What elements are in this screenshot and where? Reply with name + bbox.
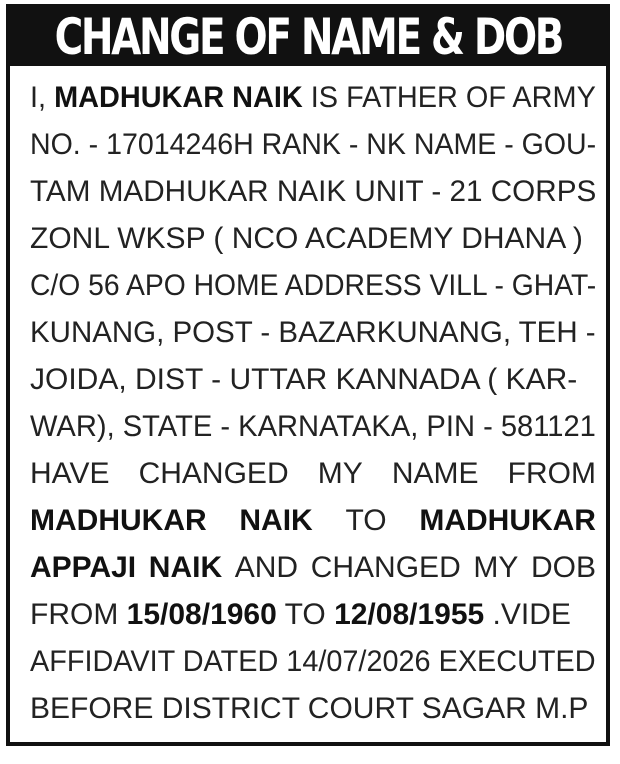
notice-title: CHANGE OF NAME & DOB — [54, 8, 562, 66]
notice-line: JOIDA, DIST - UTTAR KANNADA ( KAR- — [30, 363, 578, 396]
notice-line: C/O 56 APO HOME ADDRESS VILL - GHAT- — [30, 269, 597, 302]
notice-line: MADHUKAR NAIK TO MADHUKAR — [30, 504, 596, 537]
notice-line: AFFIDAVIT DATED 14/07/2026 EXECUTED — [30, 645, 596, 678]
notice-line: BEFORE DISTRICT COURT SAGAR M.P — [30, 692, 589, 725]
notice-line: I, MADHUKAR NAIK IS FATHER OF ARMY — [30, 81, 596, 114]
notice-line: KUNANG, POST - BAZARKUNANG, TEH - — [30, 316, 596, 349]
notice-body — [30, 74, 596, 732]
notice-line: HAVE CHANGED MY NAME FROM — [30, 457, 596, 490]
notice-line: ZONL WKSP ( NCO ACADEMY DHANA ) — [30, 222, 583, 255]
notice-line: APPAJI NAIK AND CHANGED MY DOB — [30, 551, 596, 584]
notice-line: WAR), STATE - KARNATAKA, PIN - 581121 — [30, 410, 596, 443]
notice-line: FROM 15/08/1960 TO 12/08/1955 .VIDE — [30, 598, 571, 631]
notice-line: TAM MADHUKAR NAIK UNIT - 21 CORPS — [30, 175, 597, 208]
legal-notice — [6, 4, 610, 746]
notice-line: NO. - 17014246H RANK - NK NAME - GOU- — [30, 128, 597, 161]
notice-header — [10, 8, 606, 66]
